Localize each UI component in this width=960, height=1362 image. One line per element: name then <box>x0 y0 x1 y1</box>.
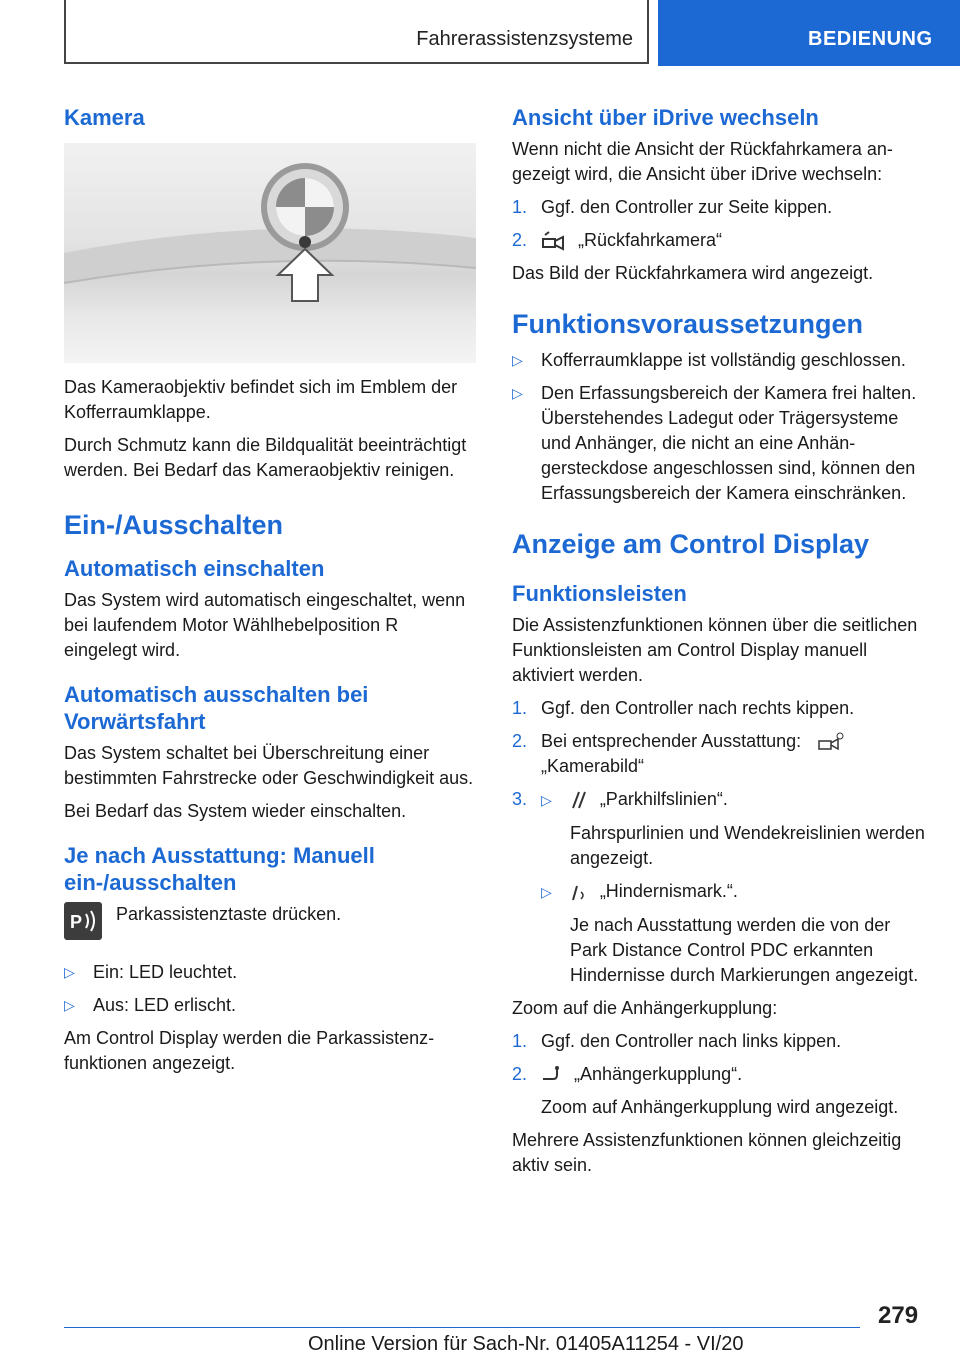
funktionsleisten-heading: Funktionsleisten <box>512 581 687 606</box>
park-assist-button-icon <box>64 902 102 940</box>
list-item: 1. Ggf. den Controller zur Seite kippen. <box>512 197 833 217</box>
step3b-text: Je nach Ausstattung werden die von der Park Distance Control PDC erkannten Hindernisse durch Markierungen angezeigt. <box>570 915 919 985</box>
led-status-list <box>64 960 476 1018</box>
kamera-heading: Kamera <box>64 105 145 130</box>
list-item: 2. „Anhängerkupplung“. Zoom auf Anhängerkupplung wird angezeigt. <box>512 1062 930 1120</box>
zoom-text: Zoom auf die Anhängerkupplung: <box>512 998 778 1018</box>
auto-ein-heading: Automatisch einschalten <box>64 556 325 581</box>
park-assist-text: Parkassistenztaste drücken. <box>116 904 342 924</box>
parking-lines-icon <box>571 790 589 810</box>
auto-ein-text: Das System wird automatisch eingeschaltet, wenn bei laufendem Motor Wählhebelposition R eingelegt wird. <box>64 590 466 660</box>
left-column <box>64 100 476 1084</box>
svg-text:P: P <box>70 912 83 932</box>
obstacle-marking-icon <box>571 882 589 902</box>
display-steps <box>512 696 930 988</box>
list-item: 1. Ggf. den Controller nach rechts kippen. <box>512 698 855 718</box>
list-item: 2. „Rückfahrkamera“ <box>512 230 723 250</box>
kamera-text-2: Durch Schmutz kann die Bildqualität beeinträchtigt werden. Bei Bedarf das Kameraobjektiv reinigen. <box>64 435 467 480</box>
step3a-text: Fahrspurlinien und Wendekreislinien werden angezeigt. <box>570 823 925 868</box>
ansicht-text: Wenn nicht die Ansicht der Rückfahrkamera angezeigt wird, die Ansicht über iDrive wechseln: <box>512 139 893 184</box>
ansicht-text-2: Das Bild der Rückfahrkamera wird angezeigt. <box>512 263 874 283</box>
funktionsvoraussetzungen-heading: Funktionsvoraussetzungen <box>512 309 864 339</box>
list-item: ▷ Kofferraumklappe ist vollständig geschlossen. <box>512 350 906 370</box>
auto-aus-text-2: Bei Bedarf das System wieder einschalten. <box>64 801 407 821</box>
list-item: ▷ Aus: LED erlischt. <box>64 993 476 1018</box>
kamera-text-1: Das Kameraobjektiv befindet sich im Emblem der Kofferraumklappe. <box>64 377 458 422</box>
zoom-step2-text: Zoom auf Anhängerkupplung wird angezeigt. <box>541 1097 899 1117</box>
right-column <box>512 100 930 1186</box>
list-item: 2. Bei entsprechender Ausstattung: „Kamerabild“ <box>512 729 930 779</box>
zoom-steps <box>512 1029 930 1120</box>
bmw-emblem-image <box>64 143 476 363</box>
manuell-text: Am Control Display werden die Parkassistenzfunktionen angezeigt. <box>64 1028 435 1073</box>
auto-aus-heading: Automatisch ausschalten bei Vorwärtsfahrt <box>64 682 369 734</box>
rear-camera-icon <box>541 231 567 251</box>
header-chapter-title: BEDIENUNG <box>808 28 933 50</box>
bullet-icon: ▷ <box>64 997 75 1013</box>
anzeige-heading: Anzeige am Control Display <box>512 529 870 559</box>
manuell-heading: Je nach Ausstattung: Manuell ein-/ausschalten <box>64 843 375 895</box>
footer-text: Online Version für Sach-Nr. 01405A11254 - VI/20 <box>308 1333 744 1355</box>
list-item: 1. Ggf. den Controller nach links kippen. <box>512 1031 842 1051</box>
trailer-hitch-icon <box>541 1065 563 1085</box>
einaus-heading: Ein-/Ausschalten <box>64 510 284 540</box>
auto-aus-text-1: Das System schaltet bei Überschreitung einer bestimmten Fahrstrecke oder Geschwindigkeit aus. <box>64 743 474 788</box>
footer-divider <box>64 1327 860 1328</box>
header-section-title: Fahrerassistenzsysteme <box>416 28 633 50</box>
camera-emblem-illustration <box>64 143 476 363</box>
header-chapter-tab <box>658 0 960 66</box>
header-section-tab <box>64 0 649 64</box>
ansicht-steps <box>512 195 930 253</box>
list-item: ▷ Ein: LED leuchtet. <box>64 960 476 985</box>
final-text: Mehrere Assistenzfunktionen können gleichzeitig aktiv sein. <box>512 1130 902 1175</box>
park-assist-instruction <box>64 902 476 946</box>
funktionsleisten-text: Die Assistenzfunktionen können über die seitlichen Funktionsleisten am Control Display manuell aktiviert werden. <box>512 615 918 685</box>
page-number: 279 <box>878 1302 919 1329</box>
list-item: ▷ Den Erfassungsbereich der Kamera frei halten. Überstehendes Ladegut oder Trägersysteme und Anhänger, die nicht an eine Anhängersteckdose angeschlossen sind, können den Erfassungsbereich der Kamera einschränken. <box>512 383 917 503</box>
camera-image-icon <box>816 732 846 752</box>
bullet-icon: ▷ <box>64 964 75 980</box>
ansicht-heading: Ansicht über iDrive wechseln <box>512 105 819 130</box>
requirements-list <box>512 348 930 506</box>
list-item: 3. ▷ „Parkhilfslinien“. Fahrspurlinien und Wendekreislinien werden angezeigt. ▷ „Hindernismark.“. Je nach Ausstattung werden die von der Park Distance Control PDC erkannten Hindernisse durch Markierungen angezeigt. <box>512 787 930 988</box>
